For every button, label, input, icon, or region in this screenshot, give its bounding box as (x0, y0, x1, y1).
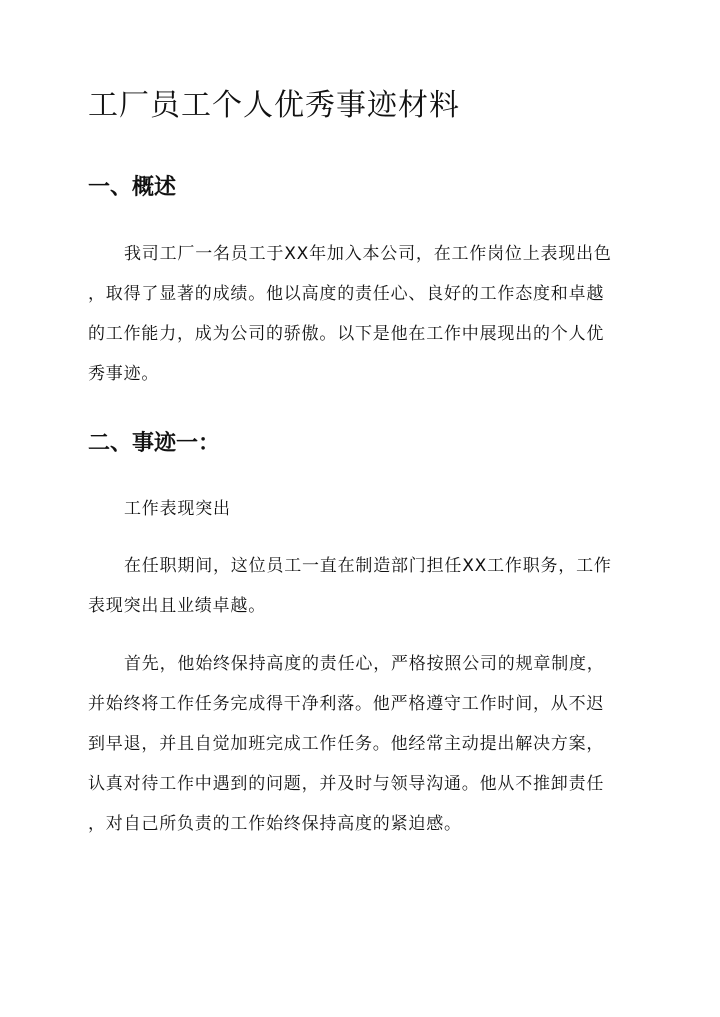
paragraph-line: 认真对待工作中遇到的问题，并及时与领导沟通。他从不推卸责任 (88, 774, 605, 794)
paragraph-work-performance (88, 546, 632, 626)
paragraph-line: 秀事迹。 (88, 364, 160, 384)
paragraph-overview (88, 234, 632, 394)
paragraph-line: 到早退，并且自觉加班完成工作任务。他经常主动提出解决方案， (88, 734, 605, 754)
section-heading-overview: 一、概述 (88, 175, 177, 200)
paragraph-line: 并始终将工作任务完成得干净利落。他严格遵守工作时间，从不迟 (88, 694, 605, 714)
paragraph-line: 在任职期间，这位员工一直在制造部门担任XX工作职务，工作 (124, 556, 612, 576)
paragraph-line: 首先，他始终保持高度的责任心，严格按照公司的规章制度， (124, 654, 605, 674)
paragraph-line: 我司工厂一名员工于XX年加入本公司，在工作岗位上表现出色 (124, 244, 612, 264)
paragraph-line: 的工作能力，成为公司的骄傲。以下是他在工作中展现出的个人优 (88, 324, 605, 344)
paragraph-responsibility (88, 644, 632, 844)
document-title: 工厂员工个人优秀事迹材料 (88, 88, 460, 123)
paragraph-line: ，对自己所负责的工作始终保持高度的紧迫感。 (88, 814, 462, 834)
paragraph-line: 工作表现突出 (124, 499, 231, 519)
section-heading-deed-one: 二、事迹一： (88, 431, 221, 456)
paragraph-line: ，取得了显著的成绩。他以高度的责任心、良好的工作态度和卓越 (88, 284, 605, 304)
paragraph-subheading (88, 489, 632, 529)
paragraph-line: 表现突出且业绩卓越。 (88, 596, 266, 616)
